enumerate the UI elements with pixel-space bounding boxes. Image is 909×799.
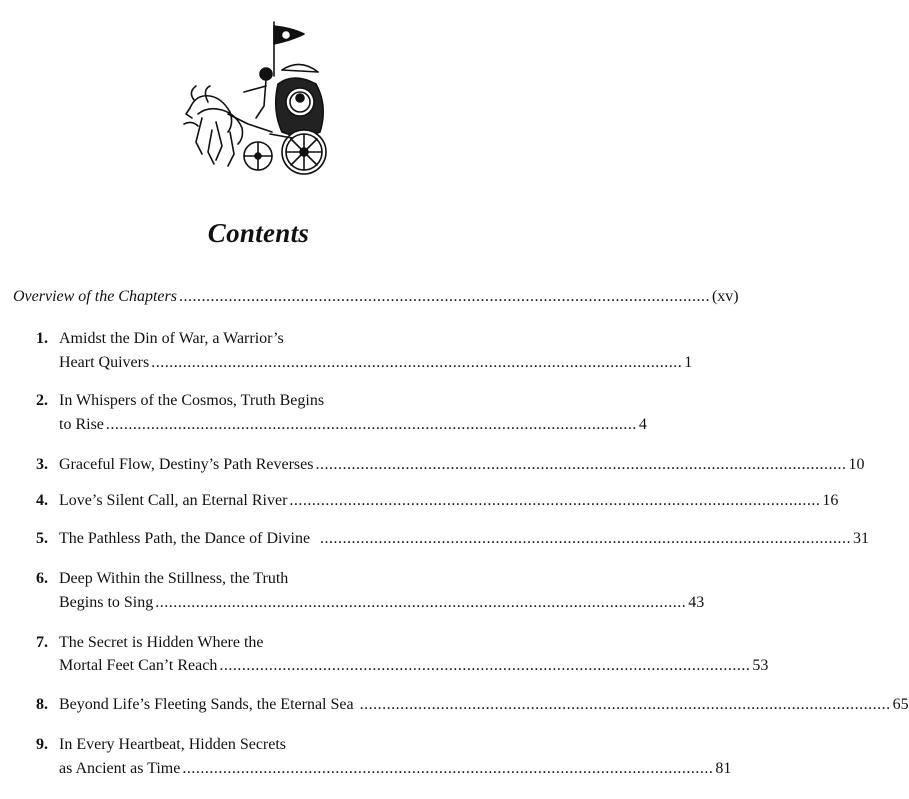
leader-dots: ...................................................................................................................... <box>151 354 683 371</box>
chapter-number: 3. <box>36 456 48 473</box>
chapter-number: 6. <box>36 570 48 587</box>
toc-page-number: 43 <box>688 594 705 611</box>
toc-page-number: 16 <box>822 492 839 509</box>
leader-dots: ...................................................................................................................... <box>359 696 891 713</box>
toc-page-number: 1 <box>684 354 693 371</box>
chapter-title: Beyond Life’s Fleeting Sands, the Eternal Sea <box>59 696 354 713</box>
leader-dots: ...................................................................................................................... <box>105 416 637 433</box>
chapter-title: The Pathless Path, the Dance of Divine <box>59 530 311 547</box>
chariot-emblem-icon <box>182 14 342 194</box>
toc-page-number: 53 <box>752 657 769 674</box>
toc-page-number: 4 <box>638 416 647 433</box>
chapter-number: 4. <box>36 492 48 509</box>
toc-page-number: 31 <box>853 530 870 547</box>
chapter-title-line2: Heart Quivers <box>59 354 150 371</box>
leader-dots: ...................................................................................................................... <box>289 492 821 509</box>
chapter-title-line1: In Whispers of the Cosmos, Truth Begins <box>59 392 325 409</box>
toc-entry-title: Overview of the Chapters <box>13 288 177 305</box>
chapter-number: 2. <box>36 392 48 409</box>
chapter-title-line2: to Rise <box>59 416 104 433</box>
page-title: Contents <box>207 218 310 248</box>
chapter-number: 5. <box>36 530 48 547</box>
toc-page-number: 81 <box>715 760 732 777</box>
chapter-title: Graceful Flow, Destiny’s Path Reverses <box>59 456 314 473</box>
chapter-title-line2: Mortal Feet Can’t Reach <box>59 657 218 674</box>
chapter-title-line1: Deep Within the Stillness, the Truth <box>59 570 289 587</box>
chapter-number: 9. <box>36 736 48 753</box>
chapter-title-line1: The Secret is Hidden Where the <box>59 634 264 651</box>
leader-dots: ...................................................................................................................... <box>182 760 714 777</box>
chapter-title-line2: Begins to Sing <box>59 594 154 611</box>
chapter-title: Love’s Silent Call, an Eternal River <box>59 492 288 509</box>
chapter-title-line1: Amidst the Din of War, a Warrior’s <box>59 330 284 347</box>
chapter-number: 7. <box>36 634 48 651</box>
toc-page-number: 10 <box>848 456 865 473</box>
toc-page-number: (xv) <box>711 288 739 305</box>
leader-dots: ...................................................................................................................... <box>155 594 687 611</box>
chapter-number: 8. <box>36 696 48 713</box>
leader-dots: ...................................................................................................................... <box>219 657 751 674</box>
chapter-title-line1: In Every Heartbeat, Hidden Secrets <box>59 736 287 753</box>
toc-entry-overview[interactable] <box>13 288 739 306</box>
leader-dots: ...................................................................................................................... <box>315 456 847 473</box>
chapter-number: 1. <box>36 330 48 347</box>
chapter-title-line2: as Ancient as Time <box>59 760 181 777</box>
leader-dots: ...................................................................................................................... <box>320 530 852 547</box>
leader-dots: ...................................................................................................................... <box>178 288 710 305</box>
toc-page-number: 65 <box>892 696 909 713</box>
